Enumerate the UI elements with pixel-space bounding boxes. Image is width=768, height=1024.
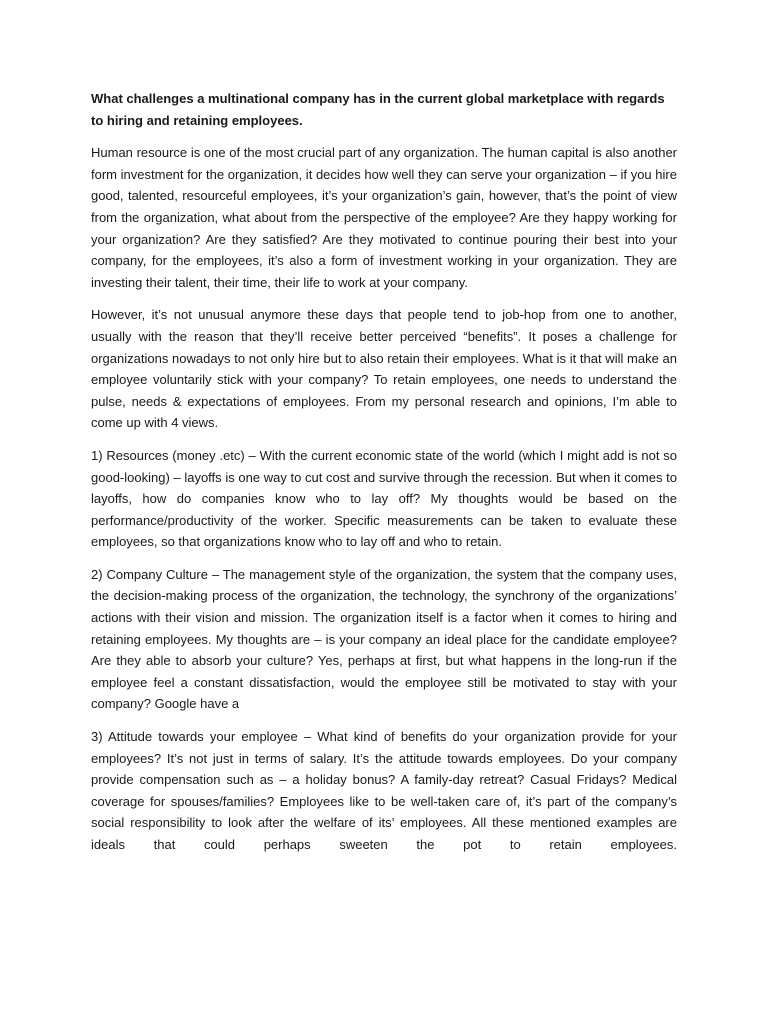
- paragraph-job-hopping: However, it’s not unusual anymore these days that people tend to job-hop from one to another, usually with the reason that they’ll receive better perceived “benefits”. It poses a challenge for organizations nowadays to not only hire but to also retain their employees. What is it that will make an employee voluntarily stick with your company? To retain employees, one needs to understand the pulse, needs & expectations of employees. From my personal research and opinions, I’m able to come up with 4 views.: [91, 307, 677, 431]
- paragraph-attitude: 3) Attitude towards your employee – What kind of benefits do your organization provide for your employees? It’s not just in terms of salary. It’s the attitude towards employees. Do your company provide compensation such as – a holiday bonus? A family-day retreat? Casual Fridays? Medical coverage for spouses/families? Employees like to be well-taken care of, it’s part of the company’s social responsibility to look after the welfare of its’ employees. All these mentioned examples are ideals that could perhaps sweeten the pot to retain employees.: [91, 729, 677, 852]
- document-title: What challenges a multinational company has in the current global marketplace with regards to hiring and retaining employees.: [91, 91, 665, 128]
- paragraph-company-culture: 2) Company Culture – The management style of the organization, the system that the company uses, the decision-making process of the organization, the technology, the synchrony of the organizations’ actions with their vision and mission. The organization itself is a factor when it comes to hiring and retaining employees. My thoughts are – is your company an ideal place for the candidate employee? Are they able to absorb your culture? Yes, perhaps at first, but what happens in the long-run if the employee feel a constant dissatisfaction, would the employee still be motivated to stay with your company? Google have a: [91, 566, 677, 712]
- document-page: [91, 88, 677, 867]
- paragraph-resources: 1) Resources (money .etc) – With the current economic state of the world (which I might add is not so good-looking) – layoffs is one way to cut cost and survive through the recession. But when it comes to layoffs, how do companies know who to lay off? My thoughts would be based on the performance/productivity of the worker. Specific measurements can be taken to evaluate these employees, so that organizations know who to lay off and who to retain.: [91, 447, 677, 550]
- paragraph-intro: Human resource is one of the most crucial part of any organization. The human capital is also another form investment for the organization, it decides how well they can serve your organization – if you hire good, talented, resourceful employees, it’s your organization’s gain, however, that’s the point of view from the organization, what about from the perspective of the employee? Are they happy working for your organization? Are they satisfied? Are they motivated to continue pouring their best into your company, for the employees, it’s also a form of investment working in your organization. They are investing their talent, their time, their life to work at your company.: [91, 145, 677, 290]
